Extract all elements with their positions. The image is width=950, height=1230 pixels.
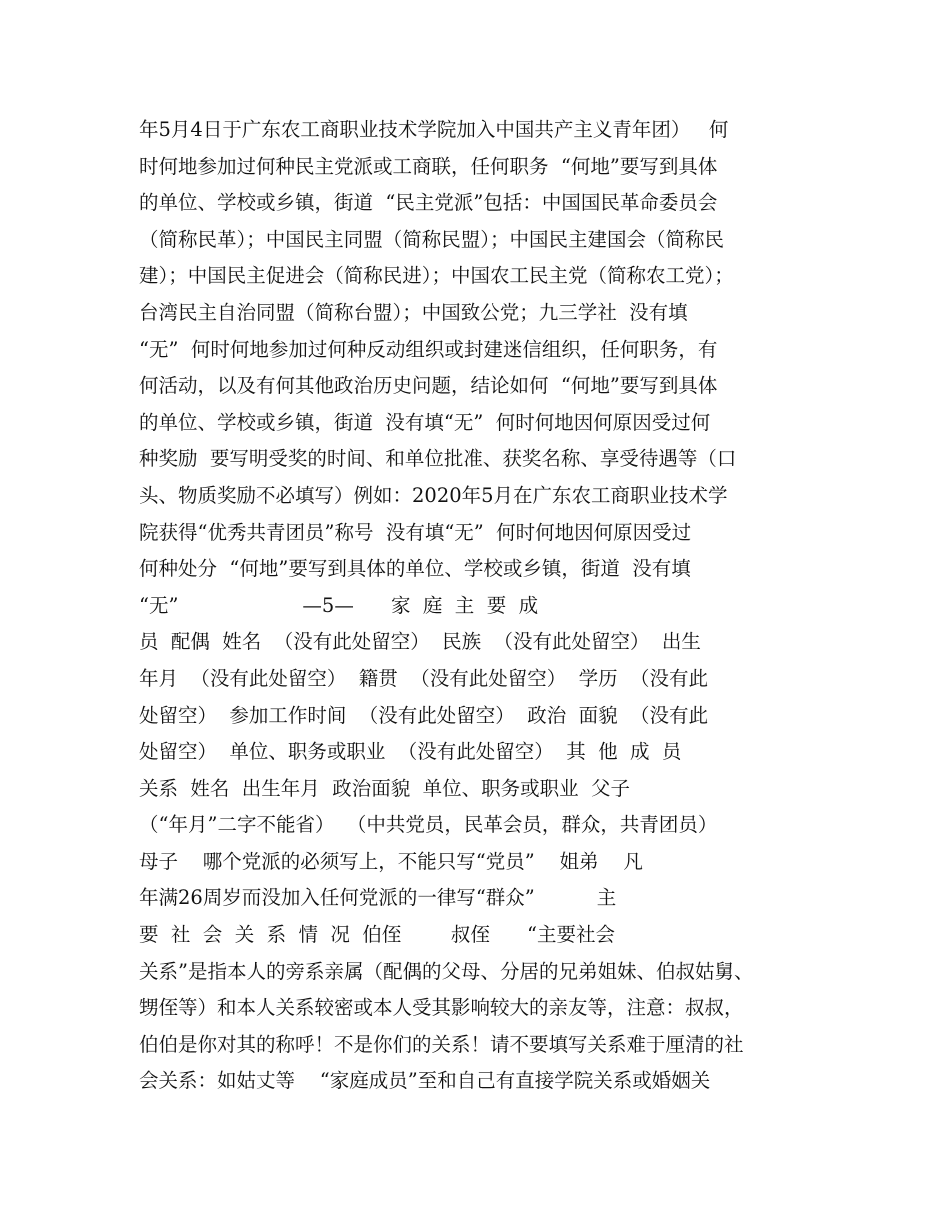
text-line: （简称民革）；中国民主同盟（简称民盟）；中国民主建国会（简称民 [139, 227, 725, 251]
text-line: 时何地参加过何种民主党派或工商联，任何职务 “何地”要写到具体 [139, 154, 718, 178]
text-line: 处留空） 单位、职务或职业 （没有此处留空） 其 他 成 员 [139, 740, 682, 764]
text-line: 关系”是指本人的旁系亲属（配偶的父母、分居的兄弟姐妹、伯叔姑舅、 [139, 959, 754, 983]
text-line: （“年月”二字不能省） （中共党员，民革会员，群众，共青团员） [139, 813, 718, 837]
text-line: 关系 姓名 出生年月 政治面貌 单位、职务或职业 父子 [139, 776, 630, 800]
text-line: 的单位、学校或乡镇，街道 没有填“无” 何时何地因何原因受过何 [139, 410, 711, 434]
text-line: 头、物质奖励不必填写）例如：2020年5月在广东农工商职业技术学 [139, 483, 728, 507]
body-text [139, 112, 819, 1100]
text-line: 要 社 会 关 系 情 况 伯侄 叔侄 “主要社会 [139, 923, 616, 947]
text-line: “无” 何时何地参加过何种反动组织或封建迷信组织，任何职务，有 [139, 337, 718, 361]
text-line: 台湾民主自治同盟（简称台盟）；中国致公党；九三学社 没有填 [139, 300, 688, 324]
text-line: 的单位、学校或乡镇，街道 “民主党派”包括：中国国民革命委员会 [139, 191, 718, 215]
text-line: 处留空） 参加工作时间 （没有此处留空） 政治 面貌 （没有此 [139, 703, 708, 727]
text-line: 甥侄等）和本人关系较密或本人受其影响较大的亲友等，注意：叔叔， [139, 996, 744, 1020]
text-line: 会关系：如姑丈等 “家庭成员”至和自己有直接学院关系或婚姻关 [139, 1069, 711, 1093]
text-line: 建）；中国民主促进会（简称民进）；中国农工民主党（简称农工党）； [139, 264, 734, 288]
text-line: 何活动，以及有何其他政治历史问题，结论如何 “何地”要写到具体 [139, 374, 718, 398]
text-line: 何种处分 “何地”要写到具体的单位、学校或乡镇，街道 没有填 [139, 557, 691, 581]
text-line: 种奖励 要写明受奖的时间、和单位批准、获奖名称、享受待遇等（口 [139, 447, 737, 471]
text-line: 母子 哪个党派的必须写上，不能只写“党员” 姐弟 凡 [139, 849, 643, 873]
text-line: 院获得“优秀共青团员”称号 没有填“无” 何时何地因何原因受过 [139, 520, 692, 544]
text-line: 伯伯是你对其的称呼！不是你们的关系！请不要填写关系难于厘清的社 [139, 1032, 744, 1056]
text-line: 年5月4日于广东农工商职业技术学院加入中国共产主义青年团） 何 [139, 118, 729, 141]
text-line: “无” —5— 家 庭 主 要 成 [139, 593, 539, 617]
text-line: 年满26周岁而没加入任何党派的一律写“群众” 主 [139, 886, 617, 910]
text-line: 员 配偶 姓名 （没有此处留空） 民族 （没有此处留空） 出生 [139, 630, 701, 654]
text-line: 年月 （没有此处留空） 籍贯 （没有此处留空） 学历 （没有此 [139, 666, 708, 690]
